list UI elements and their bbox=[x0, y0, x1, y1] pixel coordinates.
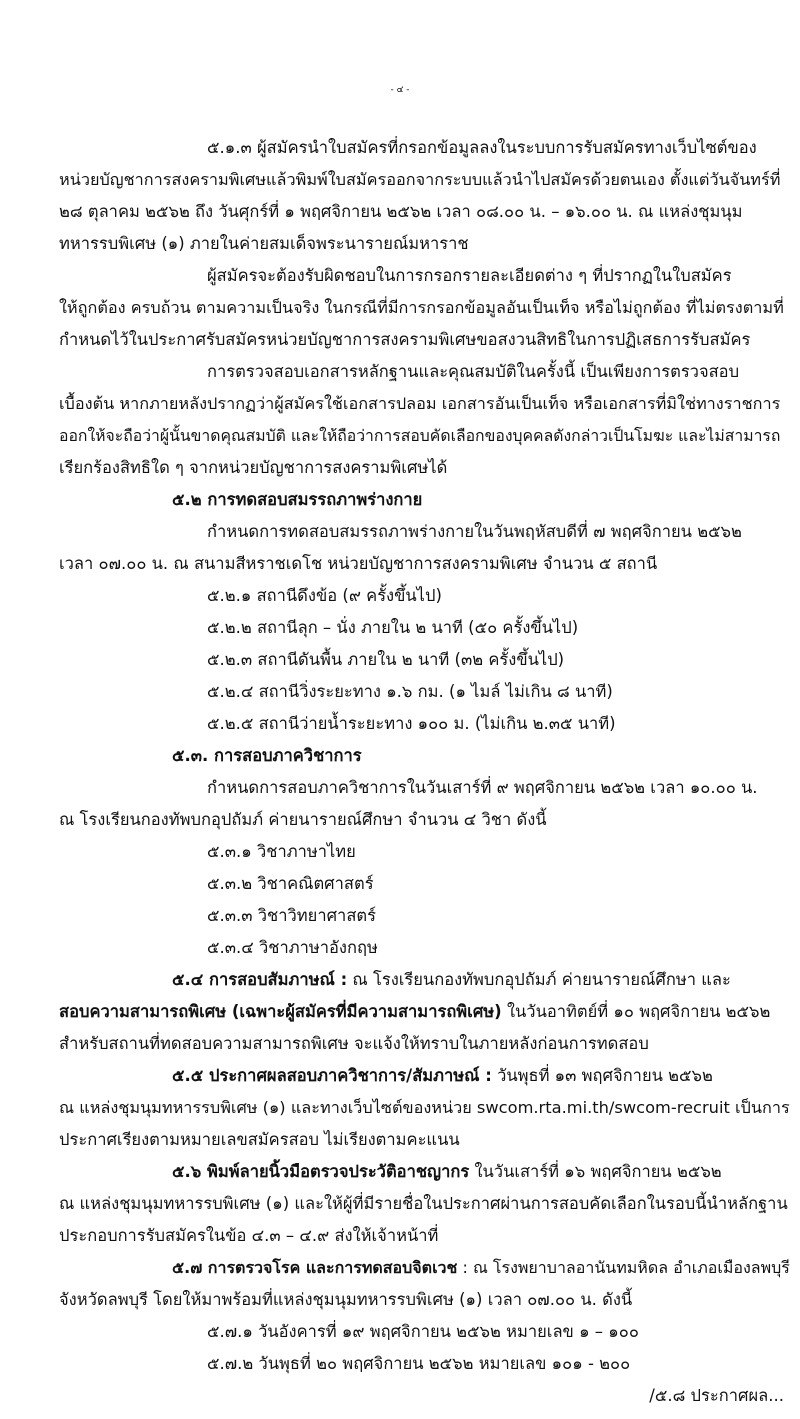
item-5-2-2: ๕.๒.๒ สถานีลุก – นั่ง ภายใน ๒ นาที (๕๐ ครั้งขึ้นไป) bbox=[207, 618, 579, 637]
item-5-7-1: ๕.๗.๑ วันอังคารที่ ๑๙ พฤศจิกายน ๒๕๖๒ หมายเลข ๑ – ๑๐๐ bbox=[207, 1322, 639, 1341]
heading-5-3: ๕.๓. การสอบภาควิชาการ bbox=[172, 746, 362, 765]
item-5-7-2: ๕.๗.๒ วันพุธที่ ๒๐ พฤศจิกายน ๒๕๖๒ หมายเลข ๑๐๑ - ๒๐๐ bbox=[207, 1354, 631, 1373]
item-5-3-3: ๕.๓.๓ วิชาวิทยาศาสตร์ bbox=[207, 906, 376, 925]
heading-5-2: ๕.๒ การทดสอบสมรรถภาพร่างกาย bbox=[172, 490, 423, 509]
para-5-1-3-line-1: ๕.๑.๓ ผู้สมัครนำใบสมัครที่กรอกข้อมูลลงในระบบการรับสมัครทางเว็บไซต์ของ bbox=[207, 138, 757, 157]
item-5-3-4: ๕.๓.๔ วิชาภาษาอังกฤษ bbox=[207, 938, 378, 957]
item-5-3-2: ๕.๓.๒ วิชาคณิตศาสตร์ bbox=[207, 874, 374, 893]
heading-special-ability: สอบความสามารถพิเศษ (เฉพาะผู้สมัครที่มีความสามารถพิเศษ) bbox=[59, 1002, 502, 1021]
para-5-1-3-line-4: ทหารรบพิเศษ (๑) ภายในค่ายสมเด็จพระนารายณ์มหาราช bbox=[59, 234, 469, 253]
para-5-3-line-2: ณ โรงเรียนกองทัพบกอุปถัมภ์ ค่ายนารายณ์ศึกษา จำนวน ๔ วิชา ดังนี้ bbox=[59, 810, 547, 829]
para-5-2-line-2: เวลา ๐๗.๐๐ น. ณ สนามสีหราชเดโช หน่วยบัญชาการสงครามพิเศษ จำนวน ๕ สถานี bbox=[59, 554, 658, 573]
para-verification-line-1: การตรวจสอบเอกสารหลักฐานและคุณสมบัติในครั้งนี้ เป็นเพียงการตรวจสอบ bbox=[207, 362, 740, 381]
heading-5-6: ๕.๖ พิมพ์ลายนิ้วมือตรวจประวัติอาชญากร bbox=[172, 1162, 470, 1181]
para-5-2-line-1: กำหนดการทดสอบสมรรถภาพร่างกายในวันพฤหัสบดีที่ ๗ พฤศจิกายน ๒๕๖๒ bbox=[207, 522, 742, 541]
item-5-2-5: ๕.๒.๕ สถานีว่ายน้ำระยะทาง ๑๐๐ ม. (ไม่เกิน ๒.๓๕ นาที) bbox=[207, 714, 616, 733]
para-5-7-line-2: จังหวัดลพบุรี โดยให้มาพร้อมที่แหล่งชุมนุมทหารรบพิเศษ (๑) เวลา ๐๗.๐๐ น. ดังนี้ bbox=[59, 1290, 633, 1309]
para-5-6-text-1: ในวันเสาร์ที่ ๑๖ พฤศจิกายน ๒๕๖๒ bbox=[469, 1162, 722, 1181]
para-5-4-line-2 bbox=[59, 1000, 770, 1024]
para-verification-line-2: เบื้องต้น หากภายหลังปรากฏว่าผู้สมัครใช้เอกสารปลอม เอกสารอันเป็นเท็จ หรือเอกสารที่มิใช่ทางราชการ bbox=[59, 394, 781, 413]
para-5-4-line-3: สำหรับสถานที่ทดสอบความสามารถพิเศษ จะแจ้งให้ทราบในภายหลังก่อนการทดสอบ bbox=[59, 1034, 649, 1053]
heading-5-7: ๕.๗ การตรวจโรค และการทดสอบจิตเวช bbox=[172, 1258, 458, 1277]
para-5-1-3-line-2: หน่วยบัญชาการสงครามพิเศษแล้วพิมพ์ใบสมัครออกจากระบบแล้วนำไปสมัครด้วยตนเอง ตั้งแต่วันจันทร์ที่ bbox=[59, 170, 781, 189]
para-5-6-line-3: ประกอบการรับสมัครในข้อ ๔.๓ – ๔.๙ ส่งให้เจ้าหน้าที่ bbox=[59, 1226, 439, 1245]
para-5-4-line-1 bbox=[172, 968, 731, 992]
para-responsibility-line-3: กำหนดไว้ในประกาศรับสมัครหน่วยบัญชาการสงครามพิเศษขอสงวนสิทธิในการปฏิเสธการรับสมัคร bbox=[59, 330, 751, 349]
para-5-5-text-1: วันพุธที่ ๑๓ พฤศจิกายน ๒๕๖๒ bbox=[491, 1066, 713, 1085]
para-verification-line-3: ออกให้จะถือว่าผู้นั้นขาดคุณสมบัติ และให้ถือว่าการสอบคัดเลือกของบุคคลดังกล่าวเป็นโมฆะ และไม่สามารถ bbox=[59, 426, 781, 445]
para-5-5-line-2: ณ แหล่งชุมนุมทหารรบพิเศษ (๑) และทางเว็บไซต์ของหน่วย swcom.rta.mi.th/swcom-recruit เป็นการ bbox=[59, 1098, 790, 1117]
continuation-footer: /๕.๘ ประกาศผล... bbox=[649, 1386, 784, 1405]
para-5-1-3-line-3: ๒๘ ตุลาคม ๒๕๖๒ ถึง วันศุกร์ที่ ๑ พฤศจิกายน ๒๕๖๒ เวลา ๐๘.๐๐ น. – ๑๖.๐๐ น. ณ แหล่งชุมนุม bbox=[59, 202, 743, 221]
para-verification-line-4: เรียกร้องสิทธิใด ๆ จากหน่วยบัญชาการสงครามพิเศษได้ bbox=[59, 458, 448, 477]
page-number: - ๔ - bbox=[390, 85, 410, 95]
para-5-6-line-2: ณ แหล่งชุมนุมทหารรบพิเศษ (๑) และให้ผู้ที่มีรายชื่อในประกาศผ่านการสอบคัดเลือกในรอบนี้นำหลักฐาน bbox=[59, 1194, 788, 1213]
item-5-2-4: ๕.๒.๔ สถานีวิ่งระยะทาง ๑.๖ กม. (๑ ไมล์ ไม่เกิน ๘ นาที) bbox=[207, 682, 613, 701]
para-5-4-text-2: ในวันอาทิตย์ที่ ๑๐ พฤศจิกายน ๒๕๖๒ bbox=[501, 1002, 771, 1021]
item-5-2-1: ๕.๒.๑ สถานีดึงข้อ (๙ ครั้งขึ้นไป) bbox=[207, 586, 442, 605]
para-responsibility-line-2: ให้ถูกต้อง ครบถ้วน ตามความเป็นจริง ในกรณีที่มีการกรอกข้อมูลอันเป็นเท็จ หรือไม่ถูกต้อง ที่ไม่ตรงตามที่ bbox=[59, 298, 784, 317]
item-5-3-1: ๕.๓.๑ วิชาภาษาไทย bbox=[207, 842, 356, 861]
para-responsibility-line-1: ผู้สมัครจะต้องรับผิดชอบในการกรอกรายละเอียดต่าง ๆ ที่ปรากฏในใบสมัคร bbox=[207, 266, 732, 285]
item-5-2-3: ๕.๒.๓ สถานีดันพื้น ภายใน ๒ นาที (๓๒ ครั้งขึ้นไป) bbox=[207, 650, 565, 669]
para-5-5-line-1 bbox=[172, 1064, 713, 1088]
para-5-7-text-1: : ณ โรงพยาบาลอานันทมหิดล อำเภอเมืองลพบุรี bbox=[457, 1258, 790, 1277]
para-5-3-line-1: กำหนดการสอบภาควิชาการในวันเสาร์ที่ ๙ พฤศจิกายน ๒๕๖๒ เวลา ๑๐.๐๐ น. bbox=[207, 778, 758, 797]
para-5-7-line-1 bbox=[172, 1256, 790, 1280]
heading-5-5: ๕.๕ ประกาศผลสอบภาควิชาการ/สัมภาษณ์ : bbox=[172, 1066, 492, 1085]
para-5-5-line-3: ประกาศเรียงตามหมายเลขสมัครสอบ ไม่เรียงตามคะแนน bbox=[59, 1130, 460, 1149]
heading-5-4: ๕.๔ การสอบสัมภาษณ์ : bbox=[172, 970, 348, 989]
para-5-6-line-1 bbox=[172, 1160, 722, 1184]
para-5-4-text-1: ณ โรงเรียนกองทัพบกอุปถัมภ์ ค่ายนารายณ์ศึกษา และ bbox=[347, 970, 731, 989]
